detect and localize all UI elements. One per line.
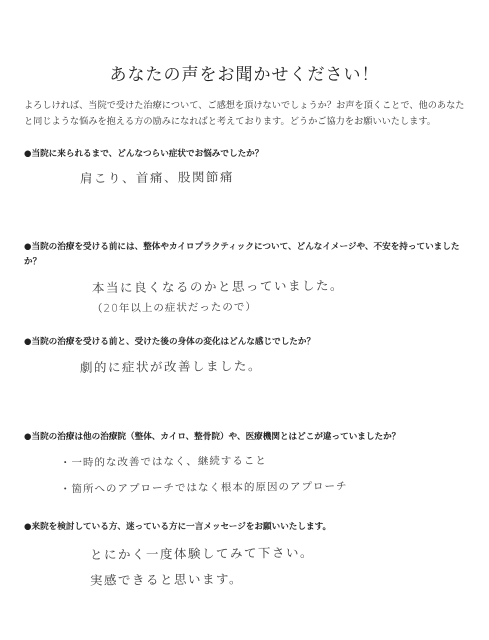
answer-message-line2: 実感できると思います。 <box>89 571 244 588</box>
page-title: あなたの声をお聞かせください！ <box>109 65 380 85</box>
answer-symptoms: 肩こり、首痛、股関節痛 <box>79 169 235 186</box>
answer-message-line1: とにかく一度体験してみて下さい。 <box>89 544 315 563</box>
answer-changes: 劇的に症状が改善しました。 <box>79 358 263 375</box>
question-message: ●来院を検討している方、迷っている方に一言メッセージをお願いいたします。 <box>24 522 332 532</box>
answer-impression-line1: 本当に良くなるのかと思っていました。 <box>91 277 345 296</box>
question-symptoms: ●当院に来られるまで、どんなつらい症状でお悩みでしたか？ <box>24 149 264 159</box>
intro-text: よろしければ、当院で受けた治療について、ご感想を頂けないでしょうか？お声を頂くことで、他のあなたと同じような悩みを抱える方の励みになればと考えております。どうかご協力をお願いいたします。 <box>24 100 465 127</box>
question-differences: ●当院の治療は他の治療院（整体、カイロ、整骨院）や、医療機関とはどこが違っていましたか？ <box>24 432 401 442</box>
answer-differences-line1: ・一時的な改善ではなく、継続すること <box>59 454 267 470</box>
question-impression: ●当院の治療を受ける前には、整体やカイロプラクティックについて、どんなイメージや、不安を持っていましたか？ <box>24 242 460 267</box>
answer-differences-line2: ・箇所へのアプローチではなく根本的原因のアプローチ <box>59 480 348 496</box>
question-changes: ●当院の治療を受ける前と、受けた後の身体の変化はどんな感じでしたか？ <box>24 337 316 347</box>
answer-impression-line2: （20年以上の症状だったので） <box>91 301 257 315</box>
